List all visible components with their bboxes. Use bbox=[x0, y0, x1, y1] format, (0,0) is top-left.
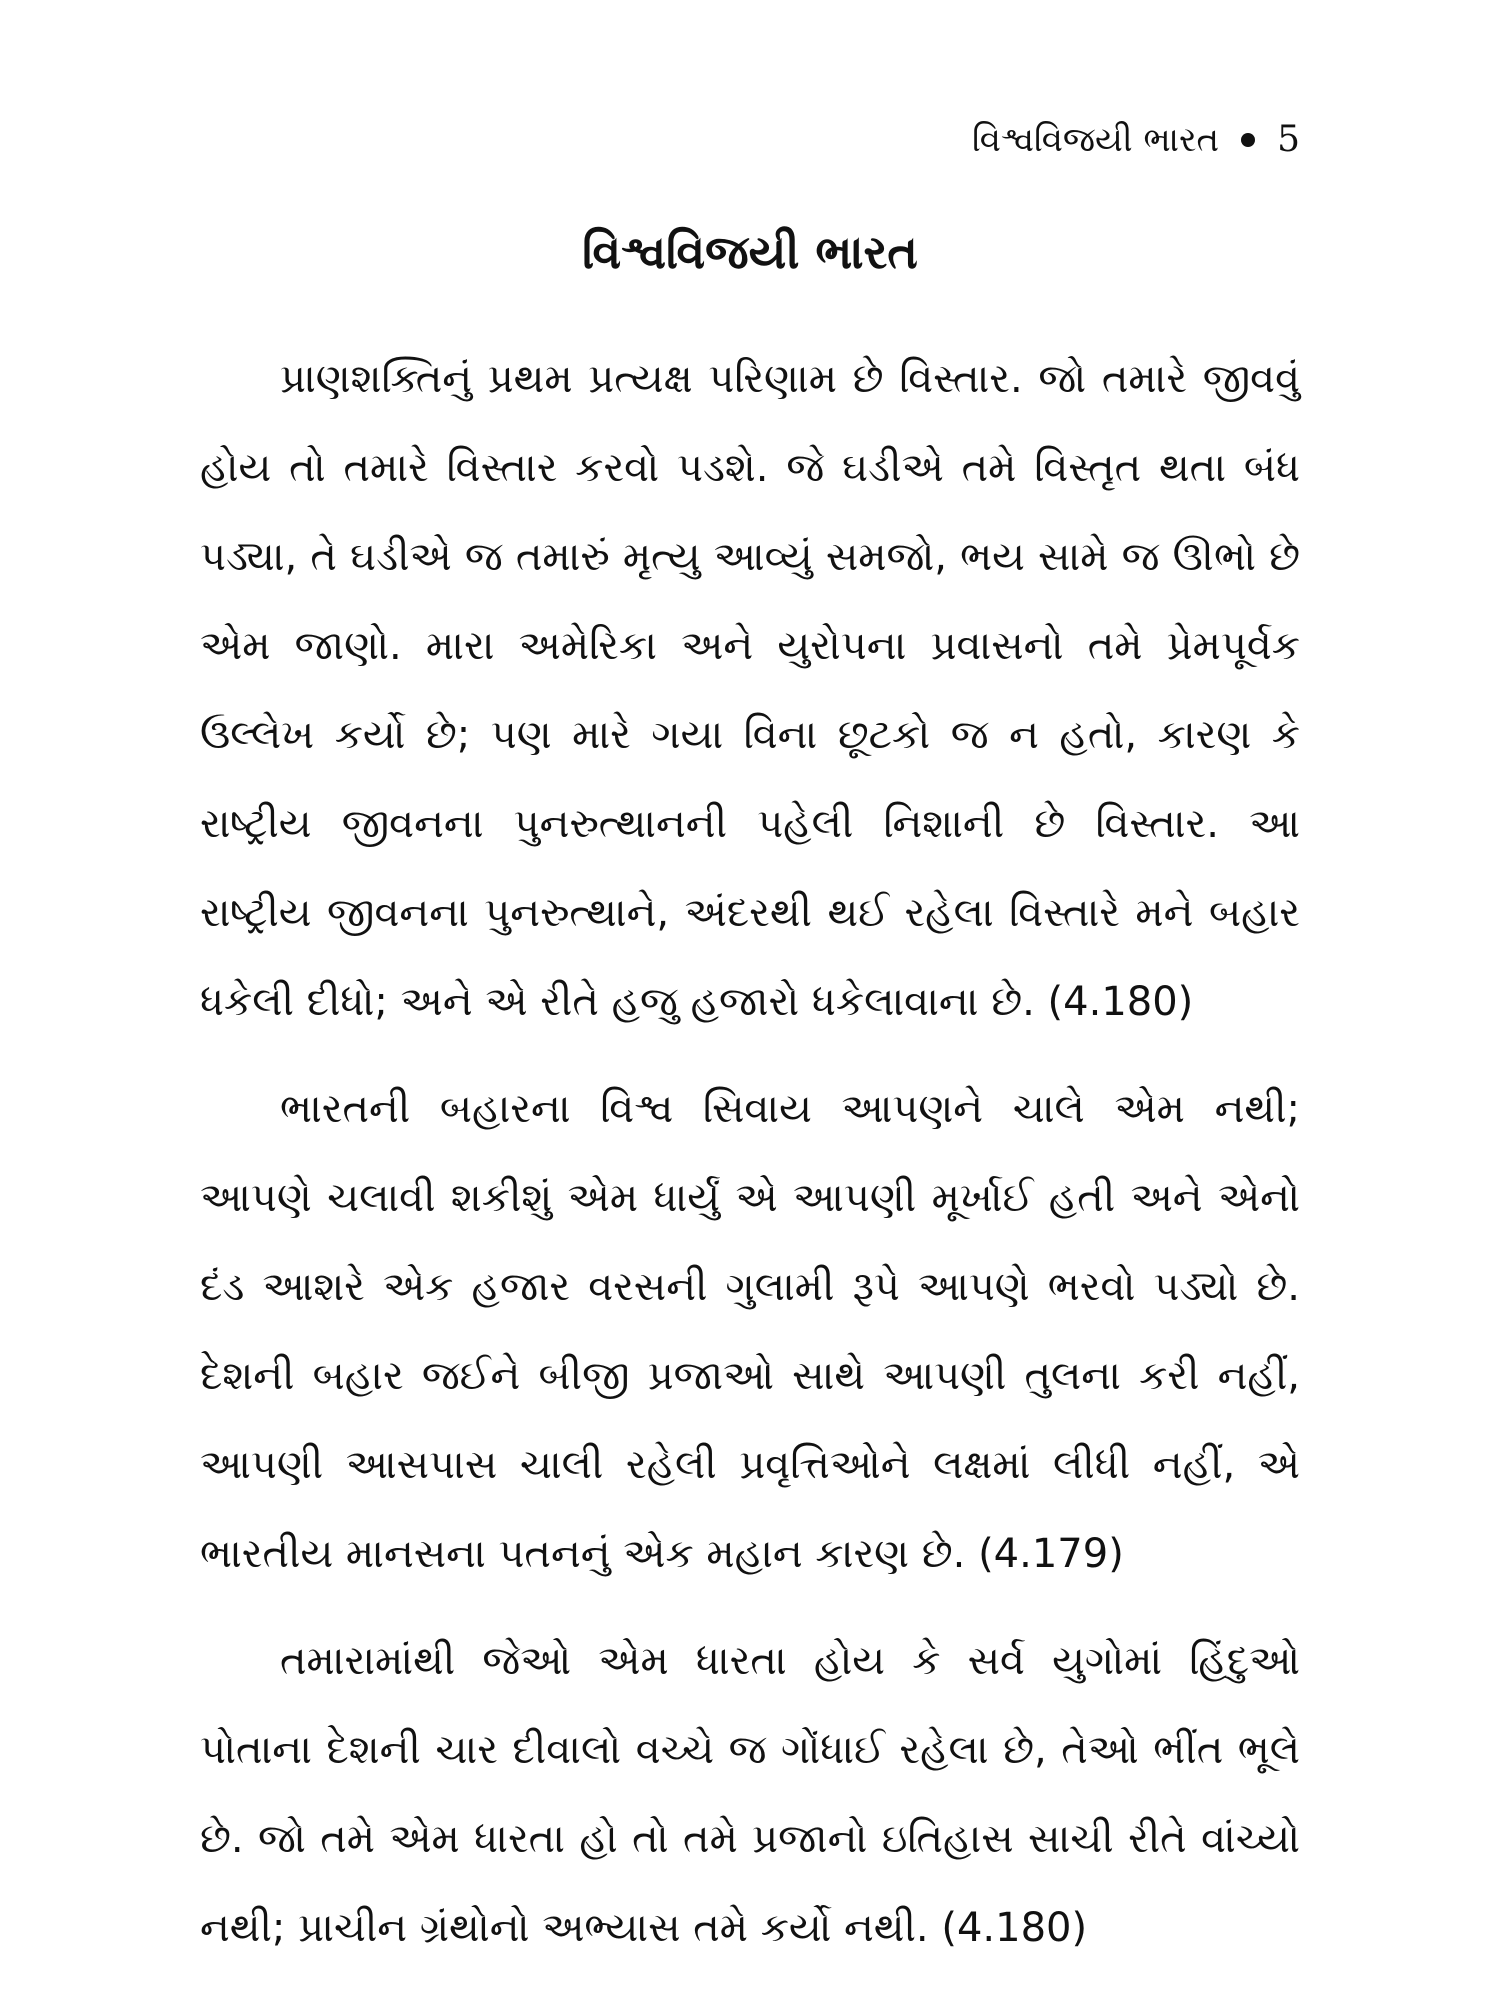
running-header bbox=[972, 119, 1300, 160]
chapter-title: વિશ્વવિજયી ભારત bbox=[582, 225, 918, 279]
running-title: વિશ્વવિજયી ભારત bbox=[972, 120, 1220, 160]
bullet-separator-icon bbox=[1241, 133, 1255, 147]
body-text bbox=[200, 335, 1300, 1991]
paragraph-1: પ્રાણશક્તિનું પ્રથમ પ્રત્યક્ષ પરિણામ છે વિસ્તાર. જો તમારે જીવવું હોય તો તમારે વિસ્તાર કરવો પડશે. જે ઘડીએ તમે વિસ્તૃત થતા બંધ પડ્યા, તે ઘડીએ જ તમારું મૃત્યુ આવ્યું સમજો, ભય સામે જ ઊભો છે એમ જાણો. મારા અમેરિકા અને યુરોપના પ્રવાસનો તમે પ્રેમપૂર્વક ઉલ્લેખ કર્યો છે; પણ મારે ગયા વિના છૂટકો જ ન હતો, કારણ કે રાષ્ટ્રીય જીવનના પુનરુત્થાનની પહેલી નિશાની છે વિસ્તાર. આ રાષ્ટ્રીય જીવનના પુનરુત્થાને, અંદરથી થઈ રહેલા વિસ્તારે મને બહાર ધકેલી દીધો; અને એ રીતે હજુ હજારો ધકેલાવાના છે. (4.180) bbox=[200, 356, 1300, 1025]
paragraph-2: ભારતની બહારના વિશ્વ સિવાય આપણને ચાલે એમ નથી; આપણે ચલાવી શકીશું એમ ધાર્યું એ આપણી મૂર્ખાઈ હતી અને એનો દંડ આશરે એક હજાર વરસની ગુલામી રૂપે આપણે ભરવો પડ્યો છે. દેશની બહાર જઈને બીજી પ્રજાઓ સાથે આપણી તુલના કરી નહીં, આપણી આસપાસ ચાલી રહેલી પ્રવૃત્તિઓને લક્ષમાં લીધી નહીં, એ ભારતીય માનસના પતનનું એક મહાન કારણ છે. (4.179) bbox=[200, 1086, 1300, 1577]
paragraph-3: તમારામાંથી જેઓ એમ ધારતા હોય કે સર્વ યુગોમાં હિંદુઓ પોતાના દેશની ચાર દીવાલો વચ્ચે જ ગોંધાઈ રહેલા છે, તેઓ ભીંત ભૂલે છે. જો તમે એમ ધારતા હો તો તમે પ્રજાનો ઇતિહાસ સાચી રીતે વાંચ્યો નથી; પ્રાચીન ગ્રંથોનો અભ્યાસ તમે કર્યો નથી. (4.180) bbox=[200, 1638, 1300, 1951]
page-number: 5 bbox=[1277, 119, 1300, 160]
